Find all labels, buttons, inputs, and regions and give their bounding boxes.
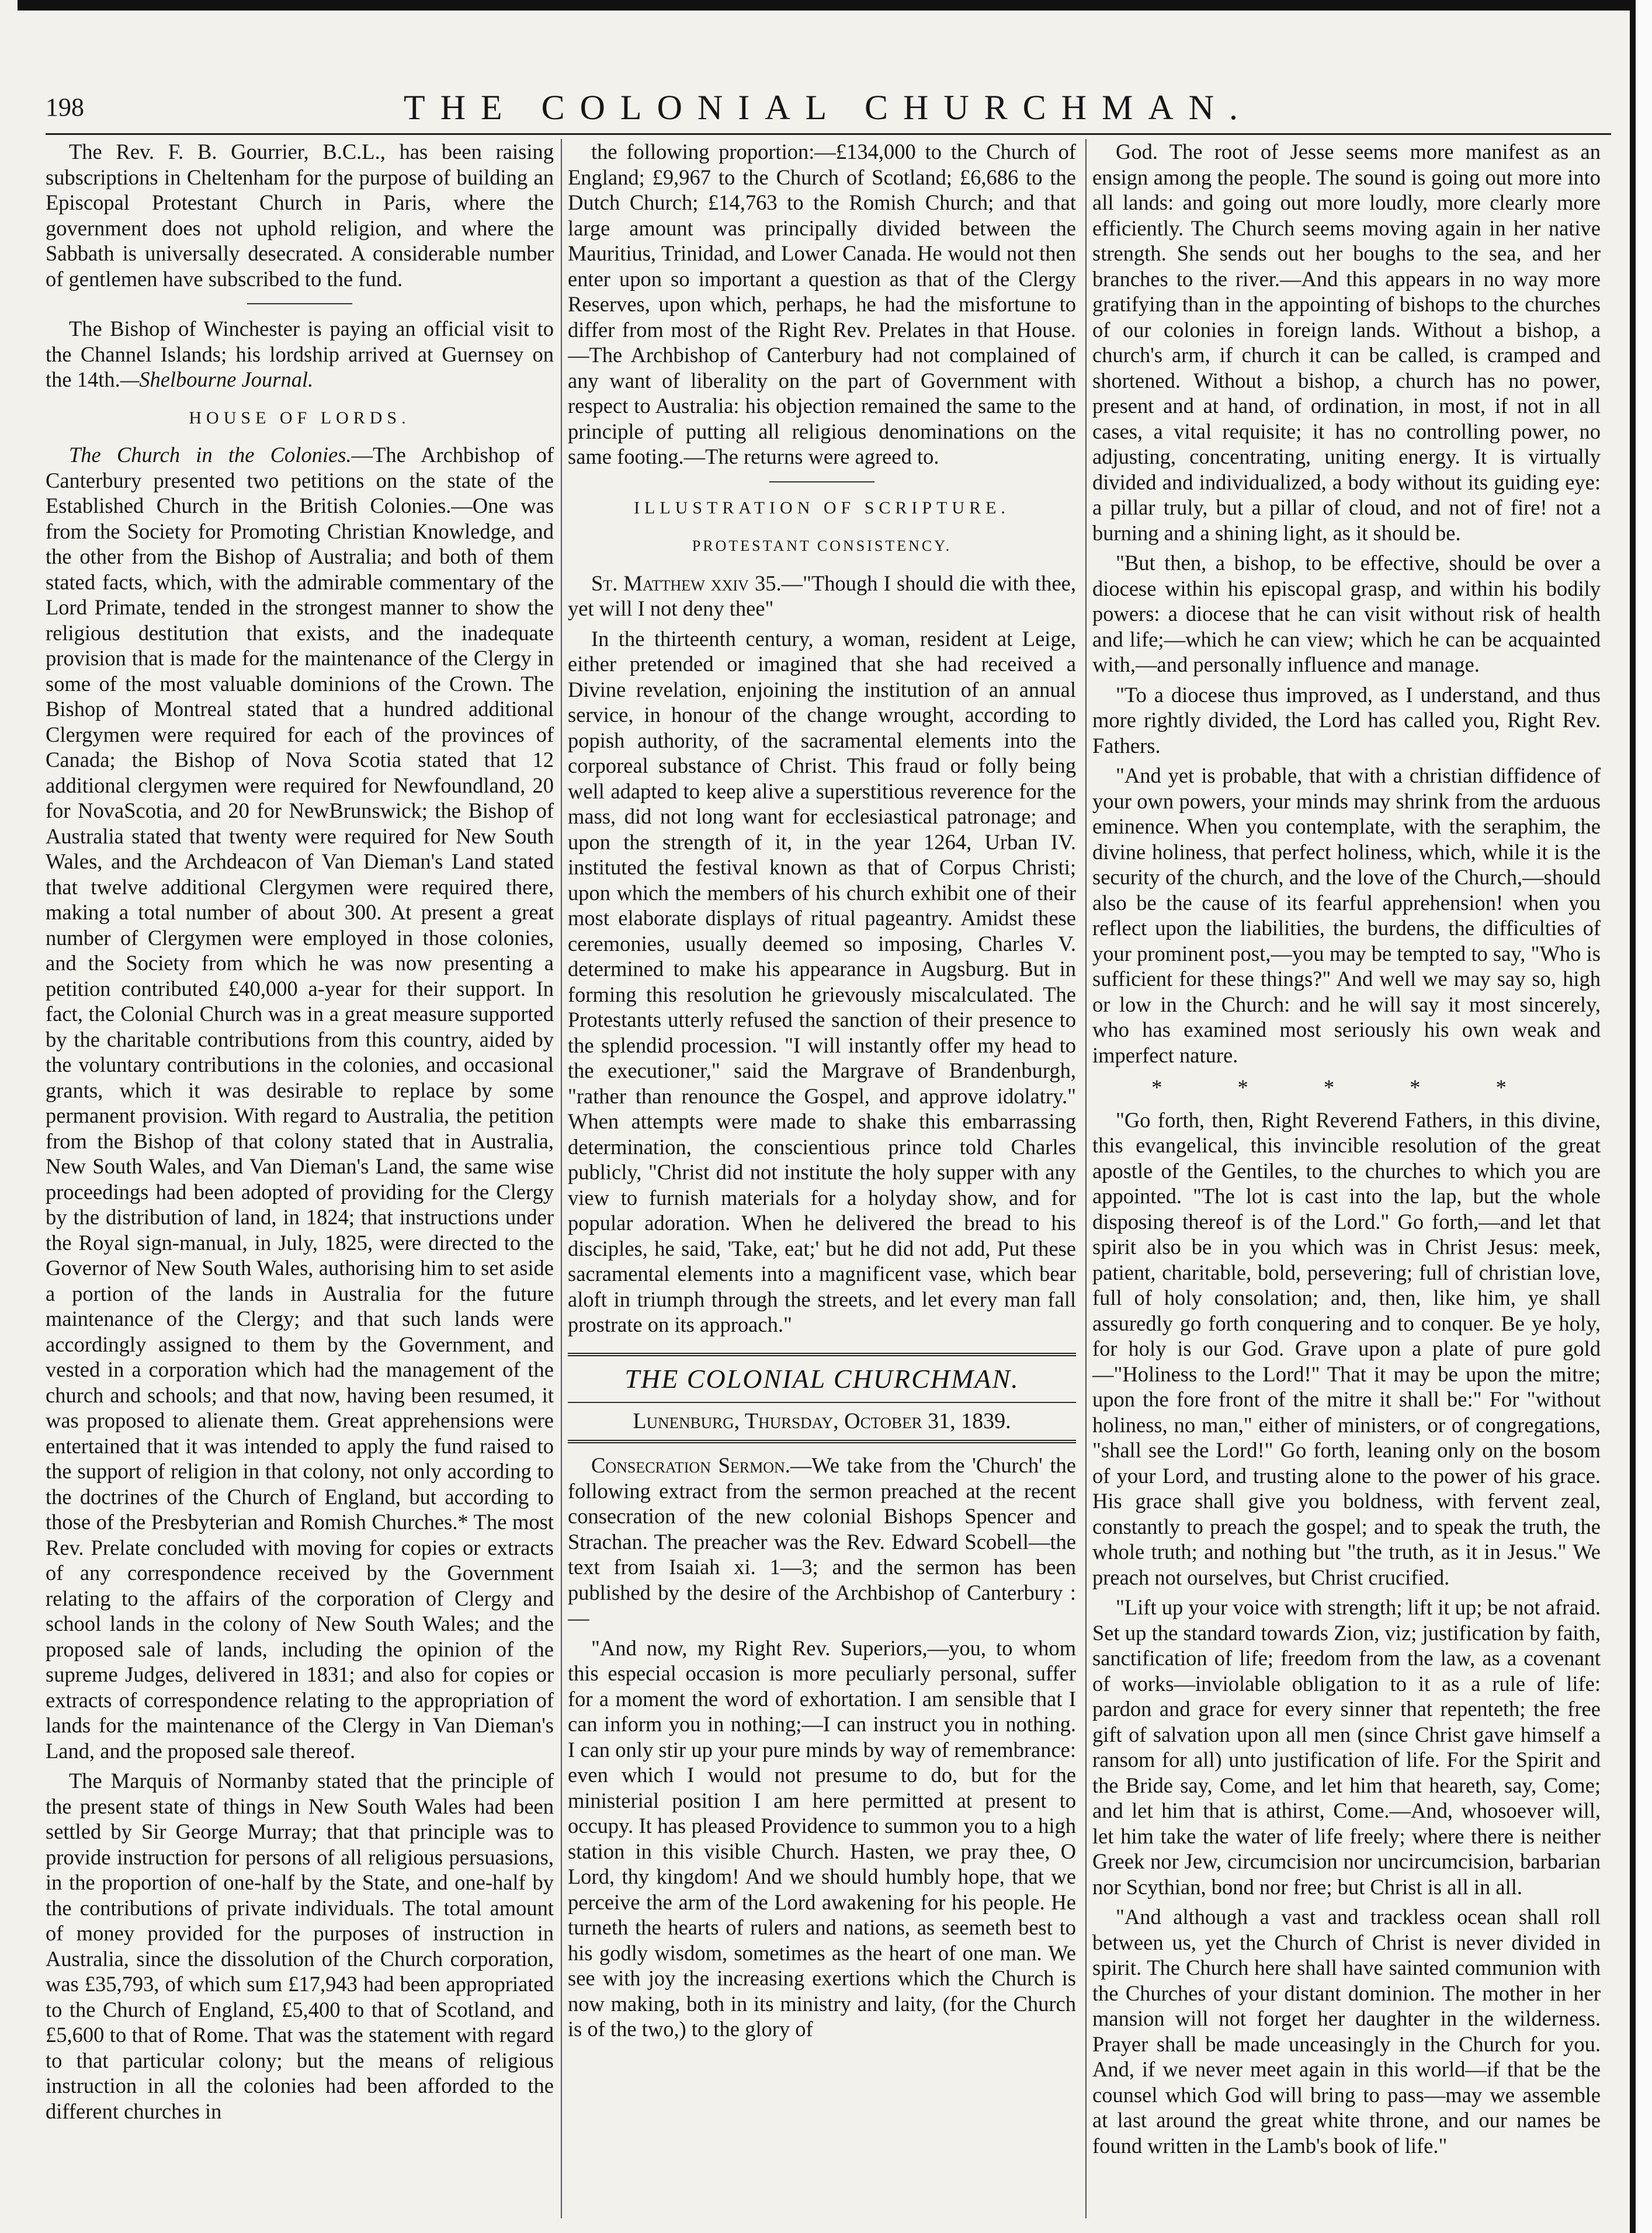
article-paragraph: "And although a vast and trackless ocean shall roll between us, yet the Church of Christ is never divided in spirit. The Church here shall have sainted communion with the Churches of your distant dominion. The mother in her mansion will not forget her daughter in the wilderness. Prayer shall be made unceasingly in the Church for you. And, if we never meet again in this world—if that be the counsel which God will bring to pass—may we assemble at last around the great white throne, and our names be found written in the Lamb's book of life." — [1092, 1905, 1601, 2158]
column-3 — [1092, 139, 1601, 2218]
text: —"Though I should die with thee, yet will I not deny thee" — [568, 571, 1076, 620]
article-paragraph: "And yet is probable, that with a christian diffidence of your own powers, your minds may shrink from the arduous eminence. When you contemplate, with the seraphim, the divine holiness, that perfect holiness, which, while it is the security of the church, and the love of the Church,—should also be the cause of its fearful apprehension! when you reflect upon the liabilities, the burdens, the difficulties of your prominent post,—you may be tempted to say, "Who is sufficient for these things?" And well we may say so, high or low in the Church: and he will say it most sincerely, who has examined most seriously his own weak and imperfect nature. — [1092, 763, 1601, 1067]
article-paragraph — [568, 1453, 1076, 1631]
article-paragraph: God. The root of Jesse seems more manifest as an ensign among the people. The sound is going out more into all lands: and going out more loudly, more clearly more efficiently. The Church seems moving again in her native strength. She sends out her boughs to the sea, and her branches to the river.—And this appears in no way more gratifying than in the appointing of bishops to the churches of our colonies in foreign lands. Without a bishop, a church's arm, if church it can be called, is cramped and shortened. Without a bishop, a church has no power, present and at hand, of ordination, in most, if not in all cases, a vital requisite; it has no controlling power, no adjusting, concentrating, uniting energy. It is virtually divided and individualized, a body without its guiding eye: a pillar truly, but a pillar of cloud, and not of fire! not a burning and a shining light, as it should be. — [1092, 140, 1601, 545]
article-paragraph: "But then, a bishop, to be effective, should be over a diocese within his episcopal grasp, and within his bodily powers: a diocese that he can visit without risk of health and life;—which he can view; which he can be acquainted with,—and personally influence and manage. — [1092, 551, 1601, 676]
editorial-title: THE COLONIAL CHURCHMAN. — [624, 1363, 1019, 1394]
page-number: 198 — [46, 93, 84, 121]
article-paragraph: "Lift up your voice with strength; lift it up; be not afraid. Set up the standard towards Zion, viz; justification by faith, sanctification of life; freedom from the law, as a covenant of works—inviolable obligation to it as a rule of life: pardon and grace for every sinner that repenteth; the free gift of salvation upon all men (since Christ gave himself a ransom for all) unto justification of life. For the Spirit and the Bride say, Come, and let him that heareth, say, Come; and let him that is athirst, Come.—And, whosoever will, let him take the water of life freely; where there is neither Greek nor Jew, circumcision nor uncircumcision, barbarian nor Scythian, bond nor free; but Christ is all in all. — [1092, 1595, 1601, 1899]
column-divider — [1085, 139, 1087, 2218]
column-1 — [46, 139, 554, 2218]
separator — [247, 303, 352, 304]
article-paragraph: The Rev. F. B. Gourrier, B.C.L., has been raising subscriptions in Cheltenham for the purpose of building an Episcopal Protestant Church in Paris, where the government does not uphold religion, and where the Sabbath is universally desecrated. A considerable number of gentlemen have subscribed to the fund. — [46, 140, 554, 291]
scan-edge — [1636, 0, 1652, 2233]
source-credit: —Shelbourne Journal. — [120, 367, 314, 391]
text: —The Archbishop of Canterbury presented two petitions on the state of the Established Church in the British Colonies.—One was from the Society for Promoting Christian Knowledge, and the other from the Bishop of Australia; and both of them stated facts, which, with the admirable commentary of the Lord Primate, tended in the strongest manner to show the religious destitution that exists, and the inadequate provision that is made for the maintenance of the Clergy in some of the most valuable dominions of the Crown. The Bishop of Montreal stated that a hundred additional Clergymen were required for each of the provinces of Canada; the Bishop of Nova Scotia stated that 12 additional clergymen were required for Newfoundland, 20 for NovaScotia, and 20 for NewBrunswick; the Bishop of Australia stated that twenty were required for New South Wales, and the Archdeacon of Van Dieman's Land stated that twelve additional Clergymen were required there, making a total number of about 300. At present a great number of Clergymen were employed in those colonies, and the Society from which he was now presenting a petition contributed £40,000 a-year for their support. In fact, the Colonial Church was in a great measure supported by the charitable contributions from this country, aided by the voluntary contributions in the colonies, and occasional grants, which it was desirable to replace by some permanent provision. With regard to Australia, the petition from the Bishop of that colony stated that in Australia, New South Wales, and Van Dieman's Land, the same wise proceedings had been adopted of providing for the Clergy by the distribution of land, in 1824; that instructions under the Royal sign-manual, in July, 1825, were directed to the Governor of New South Wales, authorising him to set aside a portion of the lands in Australia for the future maintenance of the Clergy; and that such lands were accordingly assigned to them by the Government, and vested in a corporation which had the management of the church and schools; and that now, having been resumed, it was proposed to alienate them. Great apprehensions were entertained that it was intended to apply the fund raised to the support of religion in that colony, not only according to the doctrines of the Church of England, but according to those of the Presbyterian and Romish Churches.* The most Rev. Prelate concluded with moving for copies or extracts of any correspondence received by the Government relating to the affairs of the corporation of Clergy and school lands in the colony of New South Wales; and the proposed sale of lands, including the opinion of the supreme Judges, delivered in 1831; and also for copies or extracts of correspondence relating to the appropriation of lands for the maintenance of the Clergy in Van Dieman's Land, and the proposed sale thereof. — [46, 443, 554, 1763]
article-paragraph: "Go forth, then, Right Reverend Fathers, in this divine, this evangelical, this invincible resolution of the great apostle of the Gentiles, to the churches to which you are appointed. "The lot is cast into the lap, but the whole disposing thereof is of the Lord." Go forth,—and let that spirit also be in you which was in Christ Jesus: meek, patient, charitable, bold, persevering; full of christian love, full of holy consolation; and, then, like him, ye shall assuredly go forth conquering and to conquer. Be ye holy, for holy is our God. Grave upon a plate of pure gold—"Holiness to the Lord!" That it may be upon the mitre; upon the fore front of the mitre it shall be:" For "without holiness, no man," either of ministers, or of congregations, "shall see the Lord!" Go forth, leaning only on the bosom of your Lord, and trusting alone to the power of his grace. His grace shall give you boldness, with fervent zeal, constantly to preach the gospel; and to speak the truth, the whole truth; and nothing but "the truth, as it in Jesus." We preach not ourselves, but Christ crucified. — [1092, 1107, 1601, 1589]
run-in-title: The Church in the Colonies. — [69, 443, 352, 467]
section-heading: ILLUSTRATION OF SCRIPTURE. — [634, 498, 1010, 518]
article-paragraph — [46, 442, 554, 1763]
scripture-reference: St. Matthew xxiv 35. — [591, 571, 782, 595]
article-paragraph: "And now, my Right Rev. Superiors,—you, to whom this especial occasion is more peculiarly personal, suffer for a moment the word of exhortation. I am sensible that I can inform you in nothing;—I can instruct you in nothing. I can only stir up your pure minds by way of remembrance: even which I would not presume to do, but for the ministerial position I am here permitted at present to occupy. It has pleased Providence to summon you to a high station in this visible Church. Hasten, we pray thee, O Lord, thy kingdom! And we should humbly hope, that we perceive the arm of the Lord awakening for his people. He turneth the hearts of rulers and nations, as seemeth best to his godly wisdom, sometimes as the heart of one man. We see with joy the increasing exertions which the Church is now making, both in its ministry and laity, (for the Church is of the two,) to the glory of — [568, 1635, 1076, 2041]
article-paragraph: In the thirteenth century, a woman, resident at Leige, either pretended or imagined that she had received a Divine revelation, enjoining the institution of an annual service, in honour of the change wrought, according to popish authority, of the sacramental elements into the corporeal substance of Christ. This fraud or folly being well adapted to keep alive a superstitious reverence for the mass, did not long want for ecclesiastical patronage; and upon the strength of it, in the year 1264, Urban IV. instituted the festival known as that of Corpus Christi; upon which the members of his church exhibit one of their most elaborate displays of ritual pageantry. Amidst these ceremonies, usually deemed so imposing, Charles V. determined to make his appearance in Augsburg. But in forming this resolution he grievously miscalculated. The Protestants utterly refused the sanction of their presence to the splendid procession. "I will instantly offer my head to the executioner," said the Margrave of Brandenburgh, "rather than renounce the Gospel, and approve idolatry." When attempts were made to shake this embarrassing determination, the conscientious prince told Charles publicly, "Christ did not institute the holy supper with any view to furnish materials for a holyday show, and for popular adoration. When he delivered the bread to his disciples, he said, 'Take, eat;' but he did not add, Put these sacramental elements into a magnificent vase, which bear aloft in triumph through the streets, and let every man fall prostrate on its approach." — [568, 626, 1076, 1336]
editorial-masthead — [568, 1353, 1076, 1444]
sub-heading: PROTESTANT CONSISTENCY. — [692, 537, 952, 554]
header-rule — [46, 133, 1611, 135]
dateline: Lunenburg, Thursday, October 31, 1839. — [568, 1402, 1076, 1435]
page-header — [46, 88, 1611, 131]
right-border — [1630, 0, 1636, 2233]
text: —We take from the 'Church' the following extract from the sermon preached at the recent consecration of the new colonial Bishops Spencer and Strachan. The preacher was the Rev. Edward Scobell—the text from Isaiah xi. 1—3; and the sermon has been published by the desire of the Archbishop of Canterbury :— — [568, 1453, 1076, 1630]
run-in-title: Consecration Sermon. — [591, 1453, 790, 1477]
article-paragraph: "To a diocese thus improved, as I understand, and thus more rightly divided, the Lord has called you, Right Rev. Fathers. — [1092, 682, 1601, 758]
asterism: * * * * * — [1151, 1075, 1542, 1099]
top-border — [18, 0, 1630, 11]
article-paragraph: the following proportion:—£134,000 to the Church of England; £9,967 to the Church of Scotland; £6,686 to the Dutch Church; £14,763 to the Romish Church; and that large amount was principally divided between the Mauritius, Trinidad, and Lower Canada. He would not then enter upon so important a question as that of the Clergy Reserves, upon which, perhaps, he had the misfortune to differ from most of the Right Rev. Prelates in that House.—The Archbishop of Canterbury had not complained of any want of liberality on the part of Government with respect to Australia: his objection remained the same to the principle of putting all religious denominations on the same footing.—The returns were agreed to. — [568, 140, 1076, 468]
article-paragraph — [46, 316, 554, 393]
section-heading: HOUSE OF LORDS. — [189, 408, 411, 428]
separator — [769, 481, 874, 482]
column-2 — [568, 139, 1076, 2218]
text: The Bishop of Winchester is paying an official visit to the Channel Islands; his lordship arrived at Guernsey on the 14th. — [46, 317, 554, 391]
article-paragraph: The Marquis of Normanby stated that the principle of the present state of things in New South Wales had been settled by Sir George Murray; that that principle was to provide instruction for persons of all religious persuasions, in the proportion of one-half by the State, and one-half by the contributions of private individuals. The total amount of money provided for the purposes of instruction in Australia, since the dissolution of the Church corporation, was £35,793, of which sum £17,943 had been appropriated to the Church of England, £5,400 to that of Scotland, and £5,600 to that of Rome. That was the statement with regard to that particular colony; but the means of religious instruction in all the colonies had been afforded to the different churches in — [46, 1769, 554, 2123]
column-divider — [561, 139, 562, 2218]
article-paragraph — [568, 571, 1076, 621]
masthead: THE COLONIAL CHURCHMAN. — [403, 88, 1254, 127]
